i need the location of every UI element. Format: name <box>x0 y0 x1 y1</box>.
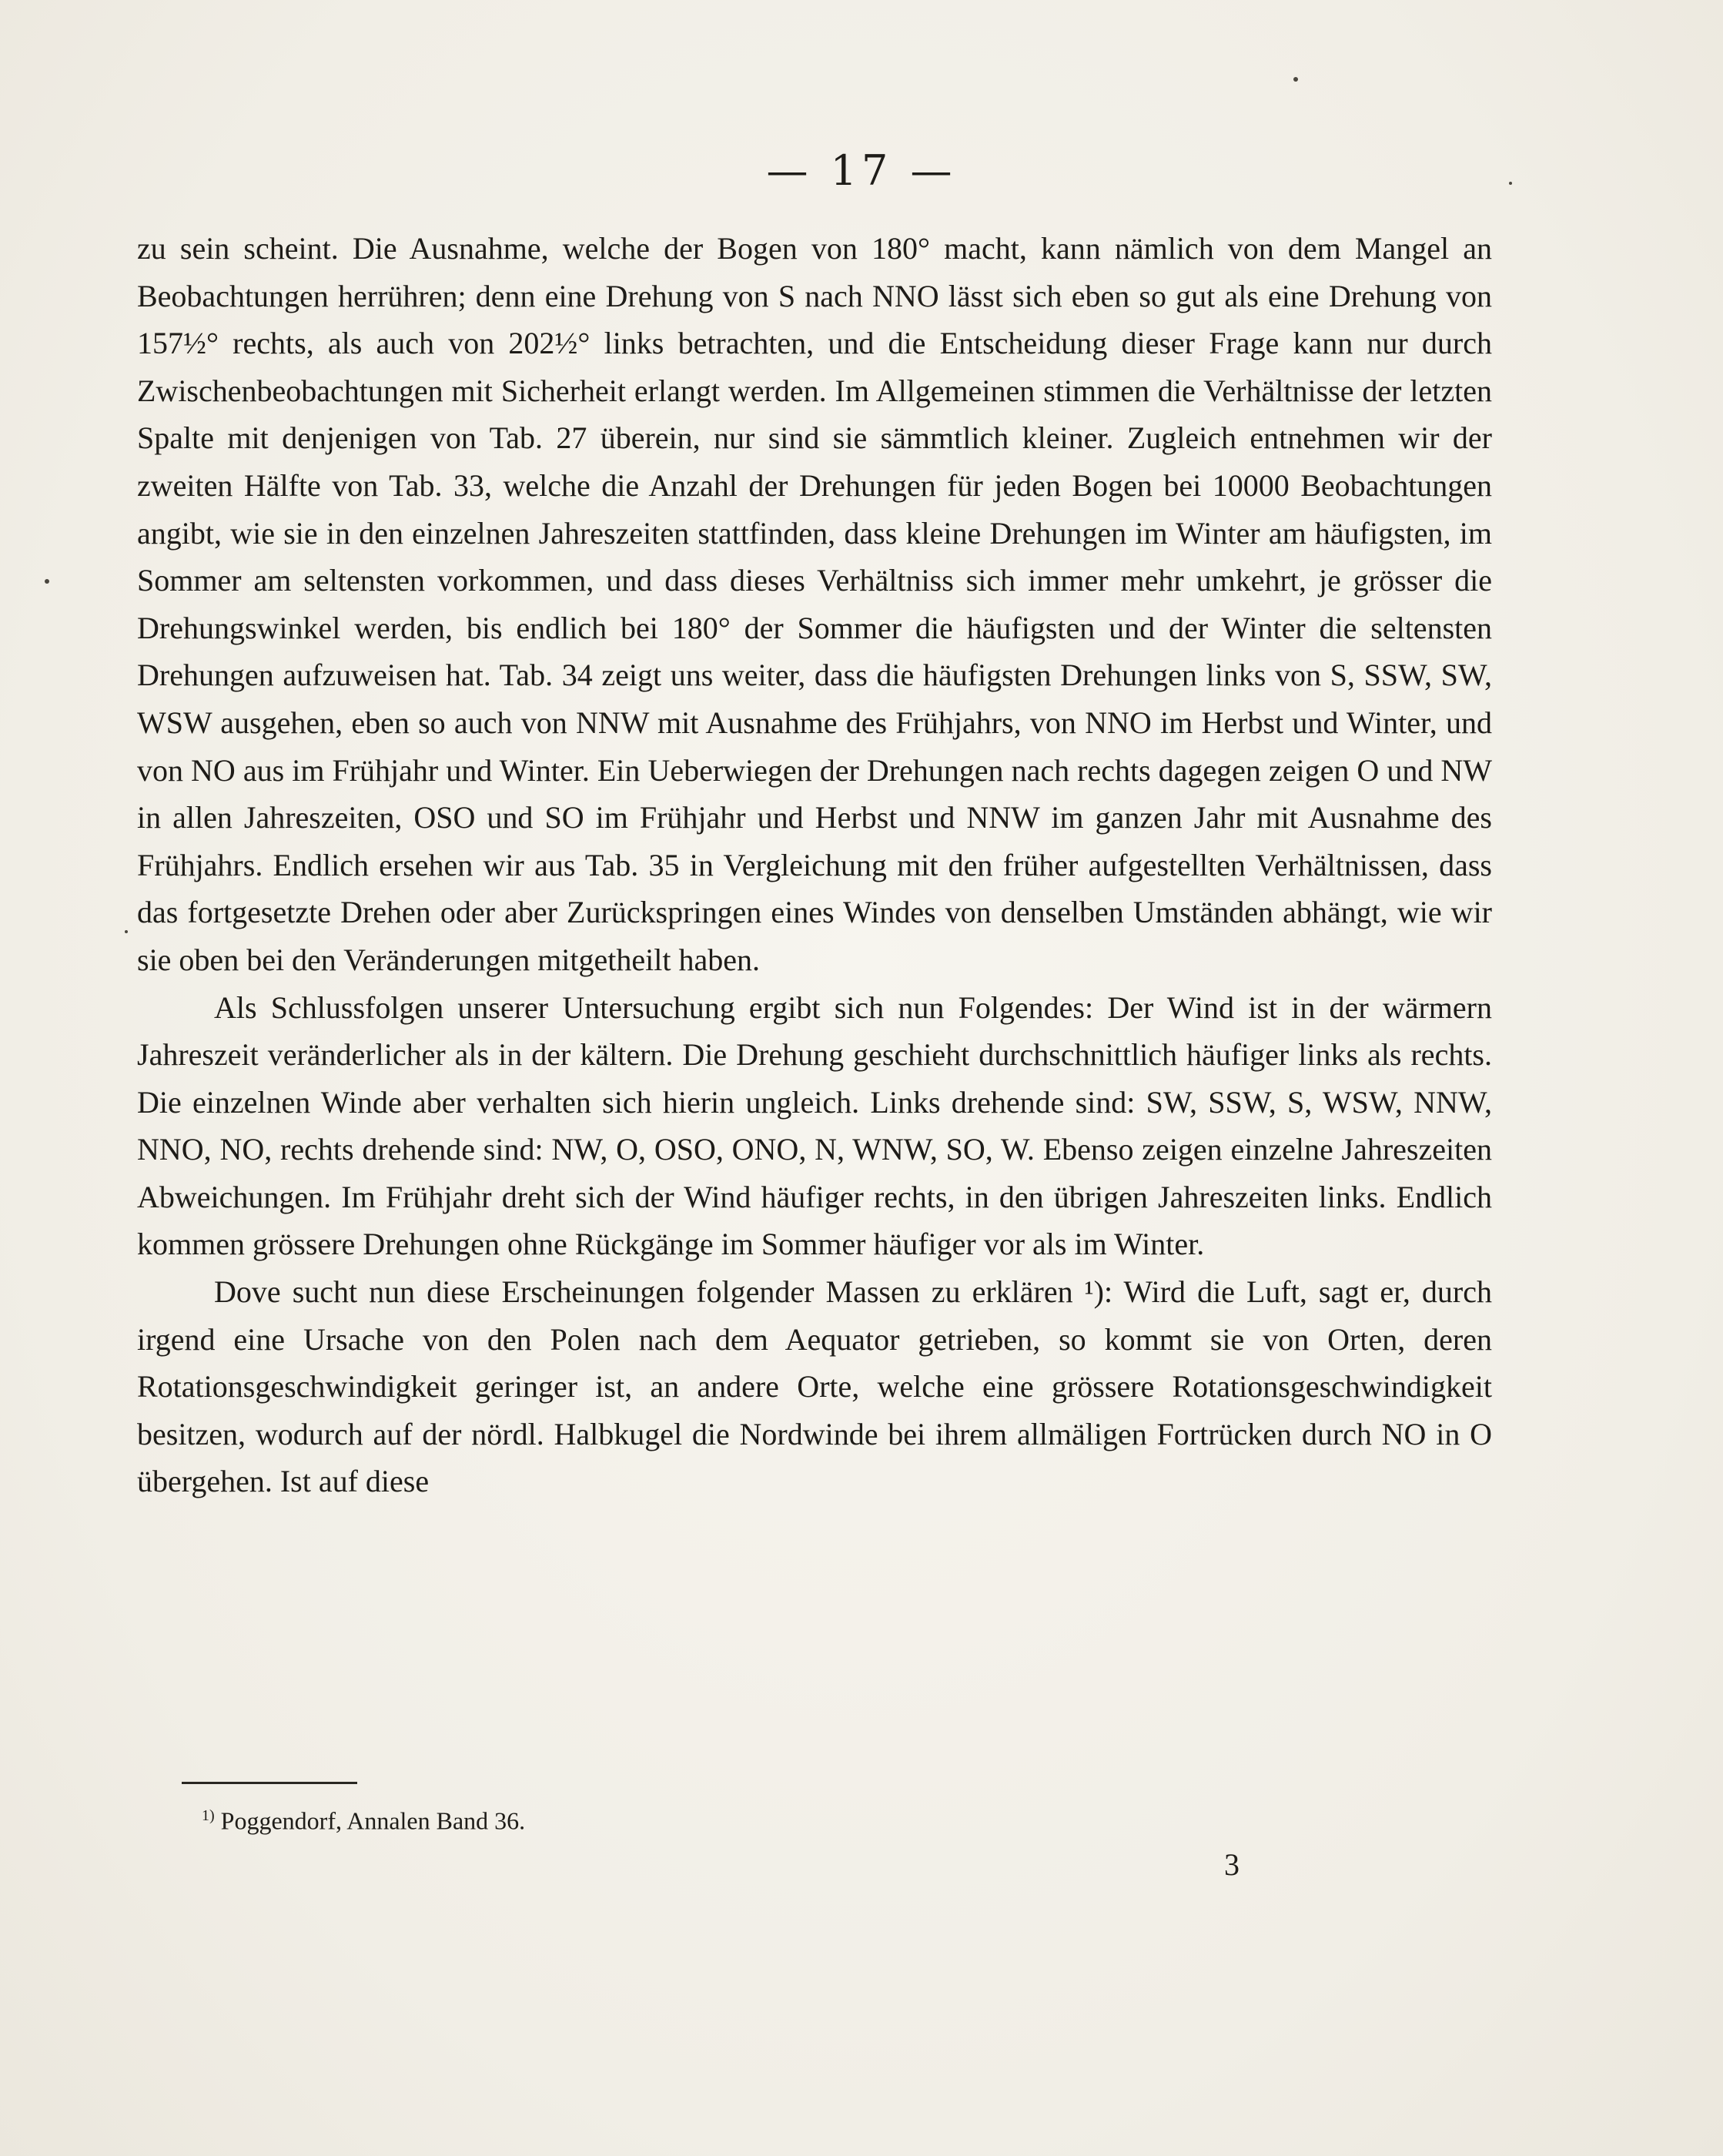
paper-speck <box>1293 77 1298 82</box>
footnote-separator-rule <box>182 1782 357 1784</box>
footnote-marker: 1) <box>202 1807 215 1824</box>
paragraph-continuation: zu sein scheint. Die Ausnahme, welche der Bogen von 180° macht, kann nämlich von dem Mangel an Beobachtungen herrühren; denn eine Drehung von S nach NNO lässt sich eben so gut als eine Drehung von 157½° rechts, als auch von 202½° links betrachten, und die Entscheidung dieser Frage kann nur durch Zwischenbeobachtungen mit Sicherheit erlangt werden. Im Allgemeinen stimmen die Verhältnisse der letzten Spalte mit denjenigen von Tab. 27 überein, nur sind sie sämmtlich kleiner. Zugleich entnehmen wir der zweiten Hälfte von Tab. 33, welche die Anzahl der Drehungen für jeden Bogen bei 10000 Beobachtungen angibt, wie sie in den einzelnen Jahreszeiten stattfinden, dass kleine Drehungen im Winter am häufigsten, im Sommer am seltensten vorkommen, und dass dieses Verhältniss sich immer mehr umkehrt, je grösser die Drehungswinkel werden, bis endlich bei 180° der Sommer die häufigsten und der Winter die seltensten Drehungen aufzuweisen hat. Tab. 34 zeigt uns weiter, dass die häufigsten Drehungen links von S, SSW, SW, WSW ausgehen, eben so auch von NNW mit Ausnahme des Frühjahrs, von NNO im Herbst und Winter, und von NO aus im Frühjahr und Winter. Ein Ueberwiegen der Drehungen nach rechts dagegen zeigen O und NW in allen Jahreszeiten, OSO und SO im Frühjahr und Herbst und NNW im ganzen Jahr mit Ausnahme des Frühjahrs. Endlich ersehen wir aus Tab. 35 in Vergleichung mit den früher aufgestellten Verhältnissen, dass das fortgesetzte Drehen oder aber Zurückspringen eines Windes von denselben Umständen abhängt, wie wir sie oben bei den Veränderungen mitgetheilt haben. <box>137 231 1492 977</box>
paper-speck <box>45 579 49 584</box>
footnote <box>202 1799 525 1838</box>
signature-mark: 3 <box>1224 1847 1240 1882</box>
body-text <box>137 225 1492 1505</box>
page-number-header: — 17 — <box>766 146 957 195</box>
paragraph-dove-explanation: Dove sucht nun diese Erscheinungen folgender Massen zu erklären ¹): Wird die Luft, sagt er, durch irgend eine Ursache von den Polen nach dem Aequator getrieben, so kommt sie von Orten, deren Rotationsgeschwindigkeit geringer ist, an andere Orte, welche eine grössere Rotationsgeschwindigkeit besitzen, wodurch auf der nördl. Halbkugel die Nordwinde bei ihrem allmäligen Fortrücken durch NO in O übergehen. Ist auf diese <box>137 1274 1492 1499</box>
paragraph-conclusions: Als Schlussfolgen unserer Untersuchung ergibt sich nun Folgendes: Der Wind ist in der wärmern Jahreszeit veränderlicher als in der kältern. Die Drehung geschieht durchschnittlich häufiger links als rechts. Die einzelnen Winde aber verhalten sich hierin ungleich. Links drehende sind: SW, SSW, S, WSW, NNW, NNO, NO, rechts drehende sind: NW, O, OSO, ONO, N, WNW, SO, W. Ebenso zeigen einzelne Jahreszeiten Abweichungen. Im Frühjahr dreht sich der Wind häufiger rechts, in den übrigen Jahreszeiten links. Endlich kommen grössere Drehungen ohne Rückgänge im Sommer häufiger vor als im Winter. <box>137 989 1492 1262</box>
paper-speck <box>125 930 128 933</box>
paper-speck <box>1509 182 1512 185</box>
footnote-text: Poggendorf, Annalen Band 36. <box>220 1806 526 1835</box>
